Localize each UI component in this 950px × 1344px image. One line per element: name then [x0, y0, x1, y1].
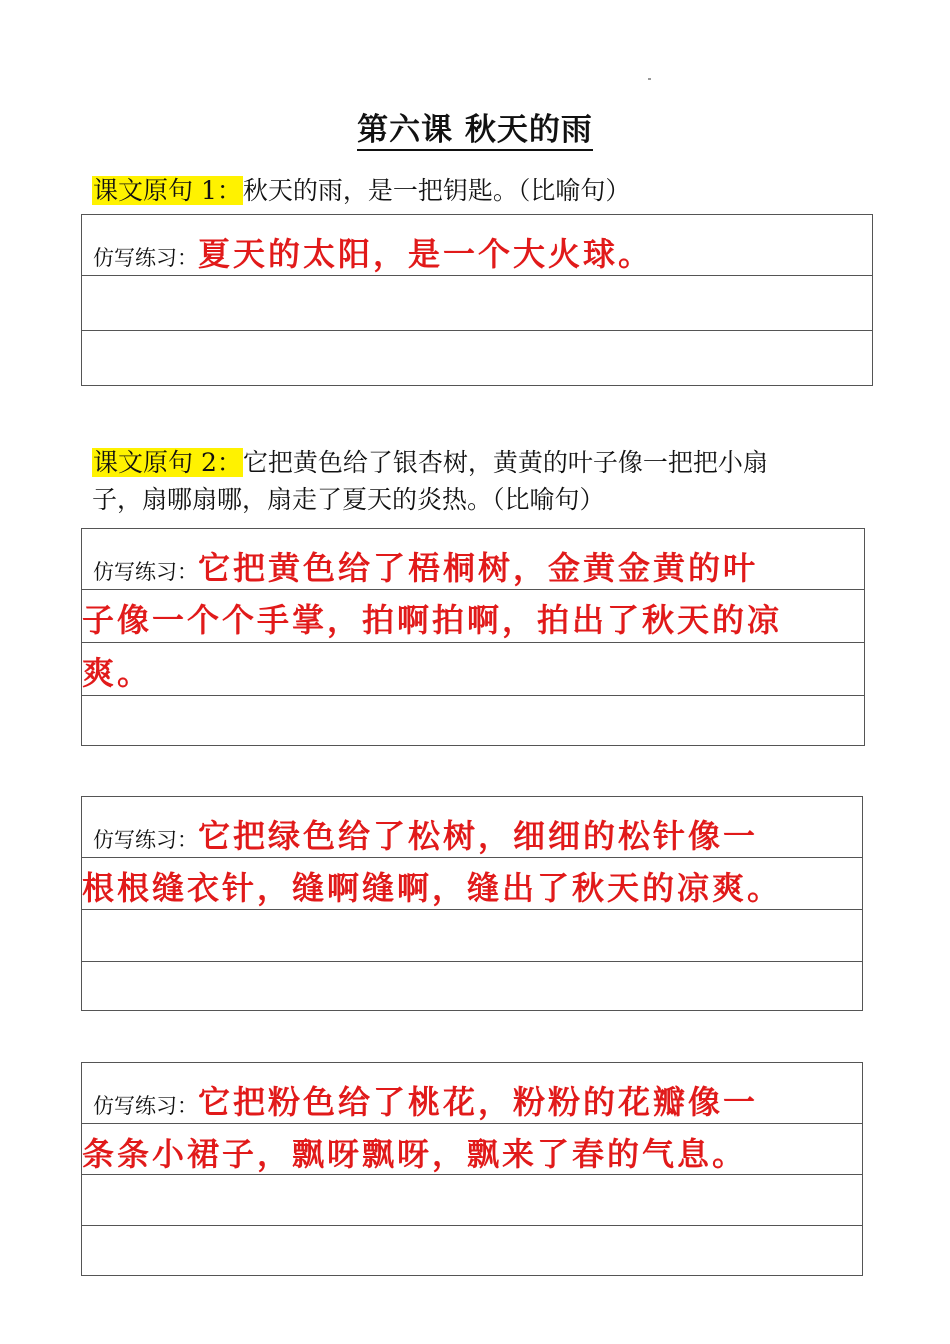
ruled-line — [82, 330, 872, 331]
original-sentence-label: 课文原句 1： — [93, 176, 242, 205]
practice-box-4 — [81, 1062, 863, 1276]
answer-line: 子像一个个手掌，拍啊拍啊，拍出了秋天的凉 — [82, 601, 783, 639]
handwritten-answer: 它把黄色给了梧桐树，金黄金黄的叶 — [198, 549, 759, 587]
practice-box-1 — [81, 214, 873, 386]
ruled-line — [82, 275, 872, 276]
answer-line — [93, 229, 653, 275]
practice-label: 仿写练习： — [93, 246, 198, 270]
stray-dot — [648, 78, 651, 80]
practice-box-3 — [81, 796, 863, 1011]
ruled-line — [82, 961, 862, 962]
practice-label: 仿写练习： — [93, 560, 198, 584]
original-sentence-text: 子，扇哪扇哪，扇走了夏天的炎热。（比喻句） — [92, 485, 605, 514]
ruled-line — [82, 857, 862, 858]
practice-label: 仿写练习： — [93, 828, 198, 852]
answer-line — [93, 811, 758, 857]
ruled-line — [82, 1123, 862, 1124]
answer-line: 根根缝衣针，缝啊缝啊，缝出了秋天的凉爽。 — [82, 869, 783, 907]
handwritten-answer: 夏天的太阳，是一个大火球。 — [198, 235, 654, 273]
practice-label: 仿写练习： — [93, 1094, 198, 1118]
handwritten-answer: 它把粉色给了桃花，粉粉的花瓣像一 — [198, 1083, 759, 1121]
page-title: 第六课 秋天的雨 — [0, 108, 950, 152]
ruled-line — [82, 1225, 862, 1226]
ruled-line — [82, 695, 864, 696]
answer-line: 条条小裙子，飘呀飘呀，飘来了春的气息。 — [82, 1135, 748, 1173]
original-sentence-label: 课文原句 2： — [93, 448, 242, 477]
original-sentence-text: 秋天的雨，是一把钥匙。（比喻句） — [242, 176, 631, 205]
answer-line — [93, 543, 758, 589]
answer-line — [93, 1077, 758, 1123]
original-sentence-1 — [92, 172, 872, 209]
practice-box-2 — [81, 528, 865, 746]
ruled-line — [82, 589, 864, 590]
original-sentence-text: 它把黄色给了银杏树，黄黄的叶子像一把把小扇 — [242, 448, 768, 477]
ruled-line — [82, 909, 862, 910]
original-sentence-2 — [92, 444, 872, 518]
answer-line: 爽。 — [82, 654, 153, 692]
handwritten-answer: 它把绿色给了松树，细细的松针像一 — [198, 817, 759, 855]
ruled-line — [82, 642, 864, 643]
